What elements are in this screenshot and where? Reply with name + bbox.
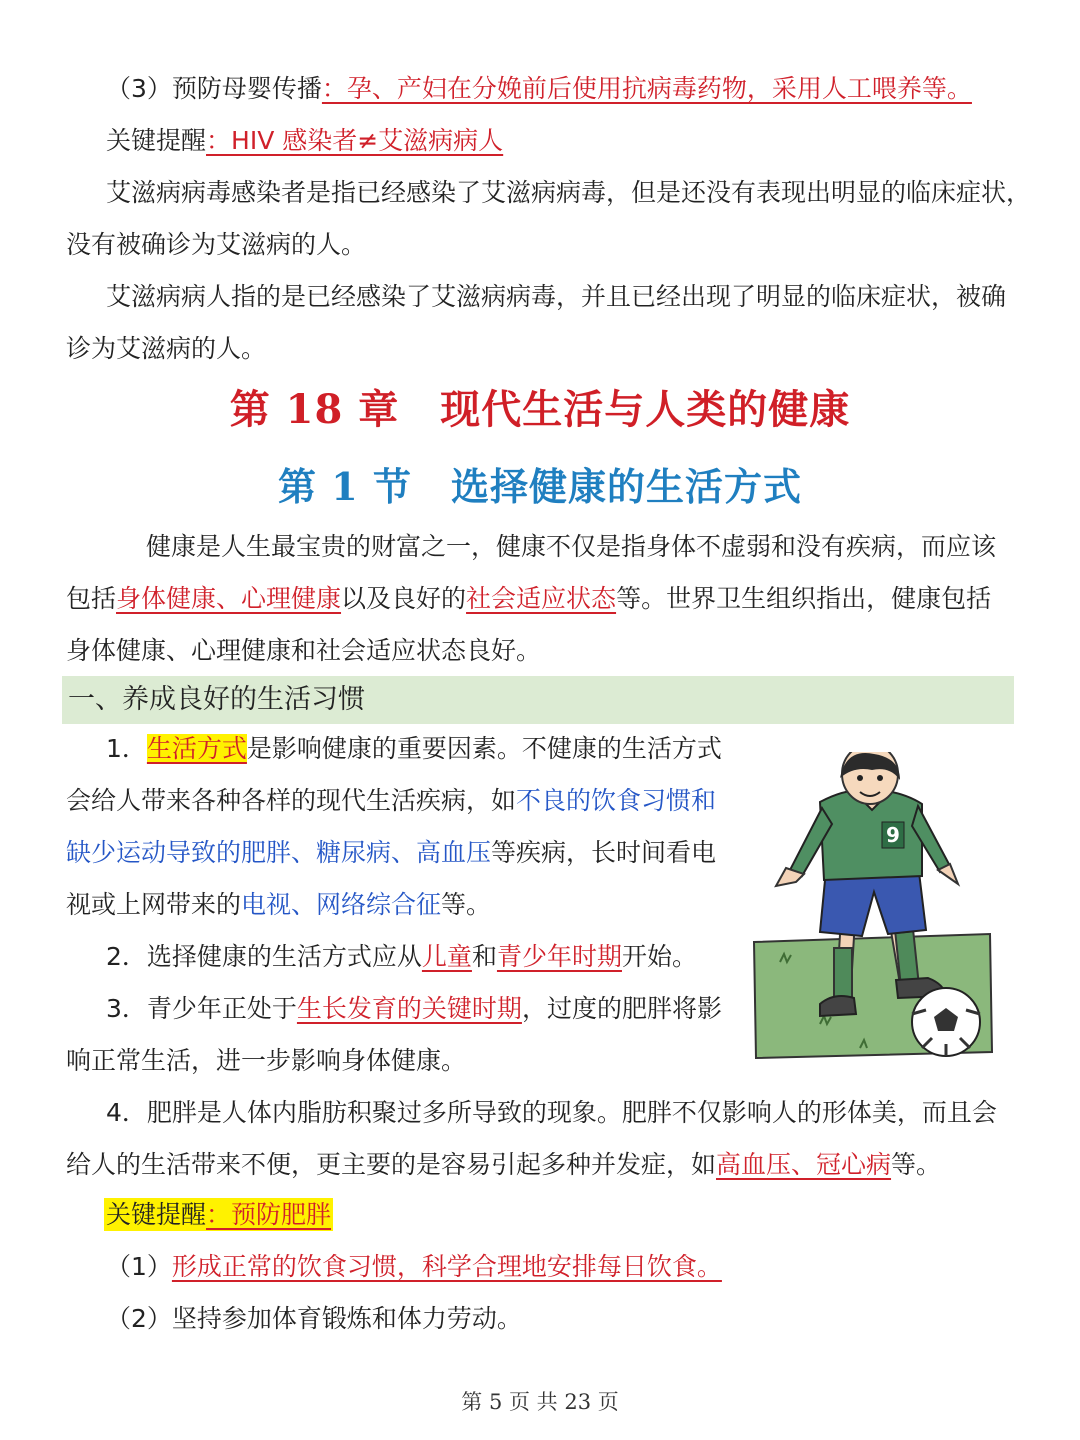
key-tip-obesity (104, 1198, 333, 1232)
item-number: 1． (106, 734, 147, 763)
prevention-item-3 (106, 72, 972, 106)
left-sock (834, 948, 852, 1002)
key-tip-label: 关键提醒 (106, 1200, 207, 1229)
item-text: 是影响健康的重要因素。不健康的生活方式 (246, 734, 722, 763)
key-tip-answer: ：HIV 感染者≠艾滋病病人 (206, 126, 504, 155)
item-text: 等疾病，长时间看电 (491, 838, 717, 867)
prevention-item-3-label: （3）预防母婴传播 (106, 74, 322, 103)
item-4-line-1: 4．肥胖是人体内脂肪积聚过多所导致的现象。肥胖不仅影响人的形体美，而且会 (106, 1098, 997, 1127)
item-3-line-2: 响正常生活，进一步影响身体健康。 (66, 1046, 467, 1075)
intro-answer-social: 社会适应状态 (466, 584, 617, 613)
intro-line-1: 健康是人生最宝贵的财富之一，健康不仅是指身体不虚弱和没有疾病，而应该 (146, 532, 997, 561)
item-4-answer: 高血压、冠心病 (716, 1150, 892, 1179)
obesity-step-1-answer: 形成正常的饮食习惯，科学合理地安排每日饮食。 (171, 1252, 722, 1281)
item-1-line-3 (66, 836, 716, 870)
item-text: 和 (471, 942, 497, 971)
item-3-line-1 (106, 992, 722, 1026)
item-1-blue-1: 不良的饮食习惯和 (516, 786, 717, 815)
intro-text: 以及良好的 (341, 584, 467, 613)
item-text: ，过度的肥胖将影 (521, 994, 722, 1023)
hiv-carrier-line-2: 没有被确诊为艾滋病的人。 (66, 230, 367, 259)
item-1-line-1 (106, 732, 722, 766)
intro-line-3: 身体健康、心理健康和社会适应状态良好。 (66, 636, 542, 665)
intro-line-2 (66, 582, 991, 616)
item-2-answer-youth: 青少年时期 (496, 942, 622, 971)
aids-patient-line-2: 诊为艾滋病的人。 (66, 334, 267, 363)
football-boy-illustration (750, 752, 996, 1064)
intro-text: 包括 (66, 584, 117, 613)
chapter-title: 第 18 章 现代生活与人类的健康 (229, 386, 851, 433)
item-text: 开始。 (621, 942, 697, 971)
key-tip-obesity-box (104, 1198, 333, 1231)
key-tip-hiv (106, 124, 503, 158)
aids-patient-line-1: 艾滋病病人指的是已经感染了艾滋病病毒，并且已经出现了明显的临床症状，被确 (106, 282, 1007, 311)
item-1-line-4 (66, 888, 491, 922)
item-4-line-2 (66, 1148, 941, 1182)
football (912, 988, 980, 1056)
item-1-blue-2: 缺少运动导致的肥胖、糖尿病、高血压 (66, 838, 492, 867)
hiv-carrier-line-1: 艾滋病病毒感染者是指已经感染了艾滋病病毒，但是还没有表现出明显的临床症状， (106, 178, 1032, 207)
item-text: 给人的生活带来不便，更主要的是容易引起多种并发症，如 (66, 1150, 717, 1179)
key-tip-obesity-answer: ：预防肥胖 (206, 1200, 332, 1229)
item-text: 会给人带来各种各样的现代生活疾病，如 (66, 786, 517, 815)
left-eye (857, 775, 863, 781)
key-tip-label: 关键提醒 (106, 126, 207, 155)
item-text: 3．青少年正处于 (106, 994, 297, 1023)
item-text: 视或上网带来的 (66, 890, 242, 919)
heading-habits: 一、养成良好的生活习惯 (68, 684, 365, 715)
item-1-blue-3: 电视、网络综合征 (241, 890, 442, 919)
item-3-answer: 生长发育的关键时期 (296, 994, 522, 1023)
item-2-answer-child: 儿童 (421, 942, 472, 971)
item-1-line-2 (66, 784, 716, 818)
item-1-keyword: 生活方式 (146, 734, 247, 763)
jersey-number: 9 (886, 823, 900, 847)
prevention-item-3-answer: ：孕、产妇在分娩前后使用抗病毒药物，采用人工喂养等。 (321, 74, 972, 103)
right-eye (877, 775, 883, 781)
obesity-step-2: （2）坚持参加体育锻炼和体力劳动。 (106, 1304, 522, 1333)
item-text: 等。 (891, 1150, 942, 1179)
page-footer: 第 5 页 共 23 页 (461, 1390, 619, 1414)
obesity-step-1 (106, 1250, 722, 1284)
item-2 (106, 940, 697, 974)
section-title: 第 1 节 选择健康的生活方式 (278, 464, 802, 509)
item-text: 等。 (441, 890, 492, 919)
item-text: 2．选择健康的生活方式应从 (106, 942, 422, 971)
intro-text: 等。世界卫生组织指出，健康包括 (616, 584, 992, 613)
intro-answer-health: 身体健康、心理健康 (116, 584, 342, 613)
step-number: （1） (106, 1252, 172, 1281)
